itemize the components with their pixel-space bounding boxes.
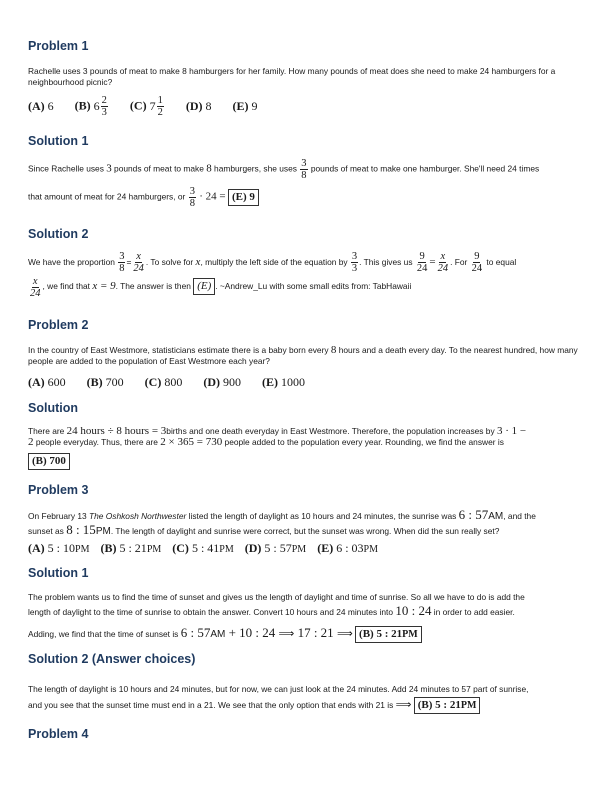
- answer-box: (B) 5 : 21PM: [355, 626, 422, 643]
- answer-box: (E): [193, 278, 215, 295]
- solution-1-line-2: that amount of meat for 24 hamburgers, or $\frac{3}{8}$ · 24 = (E) 9: [28, 186, 580, 209]
- answer-box: (B) 700: [28, 453, 70, 470]
- solution-answer: [28, 451, 70, 470]
- choice-c: (C) 800: [144, 374, 183, 389]
- choice-b: (B) 5 : 21PM: [100, 540, 162, 555]
- problem-3-solution-2-heading: Solution 2 (Answer choices): [28, 652, 196, 666]
- problem-3-choices: [28, 540, 386, 556]
- problem-3-text: On February 13 The Oshkosh Northwester listed the length of daylight as 10 hours and 24 minutes, the sunrise was 6 : 57AM, and the sunset as 8 : 15PM. The length of daylight and sunrise were correct, but the sunset was wrong. When did the sun really set?: [28, 507, 536, 537]
- solution-text: There are 24 hours ÷ 8 hours = 3births and one death everyday in East Westmore. Therefore, the population increases by 3 · 1 − 2 people everyday. Thus, there are 2 × 365 = 730 people added to the population every year. Rounding, we find the answer is: [28, 425, 527, 448]
- problem-3-solution-2-text: The length of daylight is 10 hours and 24 minutes, but for now, we can just look at the 24 minutes. Add 24 minutes to 57 part of sunrise, and you see that the sunset time must end in a 21. We see that the only option that ends with 21 is ⟹ (B) 5 : 21PM: [28, 682, 580, 714]
- problem-1-heading: Problem 1: [28, 39, 89, 53]
- choice-a: (A) 600: [28, 374, 66, 389]
- problem-3-solution-1-result: Adding, we find that the time of sunset is 6 : 57AM + 10 : 24 ⟹ 17 : 21 ⟹ (B) 5 : 21PM: [28, 626, 580, 643]
- choice-c: (C) 5 : 41PM: [172, 540, 234, 555]
- choice-b: (B) 6 $\frac{2}{3}$: [74, 95, 107, 118]
- choice-e: (E) 6 : 03PM: [317, 540, 378, 555]
- choice-e: (E) 9: [232, 99, 258, 113]
- problem-2-choices: [28, 374, 323, 390]
- problem-3-heading: Problem 3: [28, 483, 89, 497]
- problem-1-text: Rachelle uses 3 pounds of meat to make 8 hamburgers for her family. How many pounds of meat does she need to make 24 hamburgers for a neighbourhood picnic?: [28, 66, 556, 87]
- choice-b: (B) 700: [86, 374, 124, 389]
- problem-2-heading: Problem 2: [28, 318, 89, 332]
- problem-4-heading: Problem 4: [28, 727, 89, 741]
- solution-1-line-1: Since Rachelle uses 3 pounds of meat to make 8 hamburgers, she uses $\frac{3}{8}$ pounds of meat to make one hamburger. She'll need 24 times: [28, 158, 540, 181]
- choice-d: (D) 5 : 57PM: [244, 540, 307, 555]
- solution-2-heading: Solution 2: [28, 227, 89, 241]
- problem-3-solution-1-heading: Solution 1: [28, 566, 89, 580]
- problem-2-text: In the country of East Westmore, statisticians estimate there is a baby born every 8 hours and a death every day. To the nearest hundred, how many people are added to the population of East Westmore each year?: [28, 344, 578, 366]
- choice-a: (A) 5 : 10PM: [28, 540, 90, 555]
- choice-e: (E) 1000: [262, 374, 306, 389]
- answer-box: (B) 5 : 21PM: [414, 697, 481, 714]
- fraction: $\frac{3}{8}$: [301, 158, 307, 181]
- choice-d: (D) 8: [185, 99, 212, 113]
- choice-d: (D) 900: [203, 374, 242, 389]
- problem-1-choices: [28, 95, 276, 118]
- choice-c: (C) 7 $\frac{1}{2}$: [129, 95, 163, 118]
- answer-box: (E) 9: [228, 189, 259, 206]
- solution-2-text: We have the proportion $\frac{3}{8}$ = $\frac{x}{24}$ . To solve for x, multiply the left side of the equation by $\frac{3}{3}$ . This gives us $\frac{9}{24}$ = $\frac{x}{24}$ . For $\frac{9}{24}$ to equal $\frac{x}{24}$ , we find that x = 9. The answer is then (E) . ~Andrew_Lu with some small edits from: TabHawaii: [28, 251, 517, 299]
- problem-3-solution-1-text: The problem wants us to find the time of sunset and gives us the length of daylight and time of sunrise. So all we have to do is add the length of daylight to the time of sunrise to obtain the answer. Convert 10 hours and 24 minutes into 10 : 24 in order to add easier.: [28, 592, 525, 618]
- solution-1-heading: Solution 1: [28, 134, 89, 148]
- solution-heading: Solution: [28, 401, 78, 415]
- choice-a: (A) 6: [28, 99, 54, 113]
